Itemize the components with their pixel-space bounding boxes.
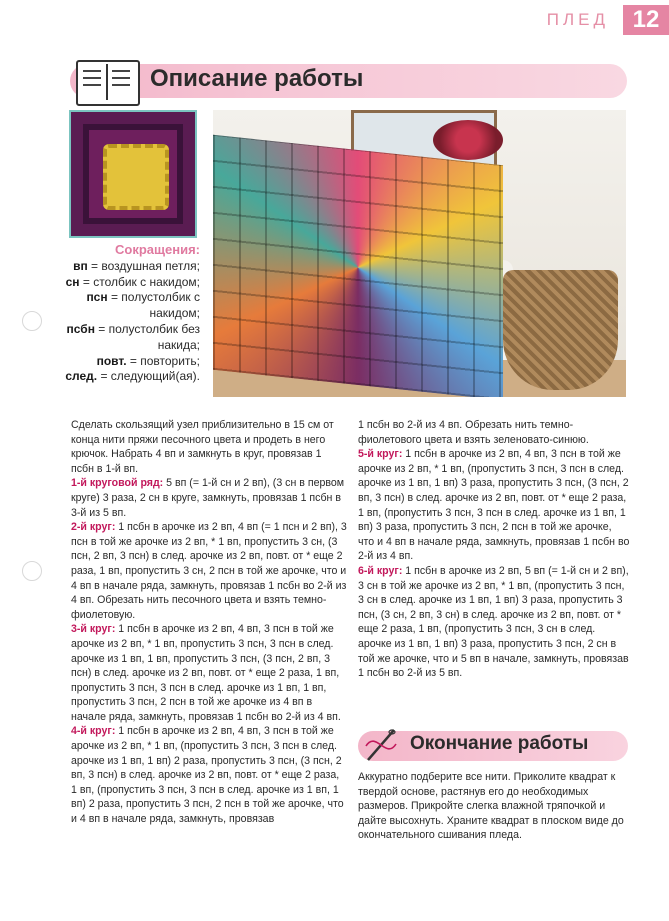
instructions-left-column xyxy=(71,418,347,827)
finish-title: Окончание работы xyxy=(410,733,589,754)
needle-icon xyxy=(362,726,398,764)
granny-square-image xyxy=(69,110,197,238)
section-title: ПЛЕД xyxy=(546,10,609,29)
abbr-item: псбн = полустолбик без накида; xyxy=(66,321,200,352)
abbr-item: след. = следующий(ая). xyxy=(65,369,200,384)
round-4: 4-й круг: 1 псбн в арочке из 2 вп, 4 вп, 3 псн в той же арочке из 2 вп, * 1 вп, (пропустить 3 псн, 3 псн в след. арочке из 1 вп, 1 вп) 2 раза, пропустить 3 псн, (3 псн, 2 вп, 3 псн) в след. арочке из 2 вп, повт. от * еще 2 раза, 1 вп, (пропустить 3 псн, 3 псн в след. арочке из 1 вп, 1 вп) 2 раза, пропустить 3 псн, 2 псн в той же арочке, что и 4 вп в начале ряда, замкнуть, провязав xyxy=(71,725,344,826)
abbr-item: повт. = повторить; xyxy=(96,353,200,368)
intro-text: Сделать скользящий узел приблизительно в 15 см от конца нити пряжи песочного цвета и продеть в него крючок. Набрать 4 вп и замкнуть в круг, провязав 1 псбн в 1-й вп. xyxy=(71,419,334,475)
abbr-item: вп = воздушная петля; xyxy=(73,258,200,273)
instructions-right-column xyxy=(358,418,630,681)
round-6: 6-й круг: 1 псбн в арочке из 2 вп, 5 вп (= 1-й сн и 2 вп), 3 сн в той же арочке из 2 вп, * 1 вп, (пропустить 3 псн, 3 сн в след. арочке из 1 вп, 1 вп) 3 раза, пропустить 3 псн, (3 сн, 2 вп, 3 сн) в след. арочке из 2 вп, повт. от * еще 2 раза, 1 вп, (пропустить 3 псн, 3 сн в след. арочке из 1 вп, 1 вп) 3 раза, пропустить 3 псн, 2 сн в той же арочке, что и 5 вп в начале, замкнуть, провязав 1 псбн во 2-й из 5 вп. xyxy=(358,564,629,680)
round-4-continued: 1 псбн во 2-й из 4 вп. Обрезать нить темно-фиолетового цвета и взять зеленовато-синюю. xyxy=(358,419,589,446)
page-title: Описание работы xyxy=(150,65,364,92)
binder-hole xyxy=(22,561,42,581)
page-number: 12 xyxy=(623,5,669,35)
abbreviations-box xyxy=(64,242,200,385)
round-5: 5-й круг: 1 псбн в арочке из 2 вп, 4 вп, 3 псн в той же арочке из 2 вп, * 1 вп, (пропустить 3 псн, 3 псн в след. арочке из 1 вп, 1 вп) 3 раза, пропустить 3 псн, (3 псн, 2 вп, 3 псн) в след. арочке из 2 вп, повт. от * еще 2 раза, 1 вп, (пропустить 3 псн, 3 псн в след. арочке из 1 вп, 1 вп) 3 раза, пропустить 3 псн, 2 псн в той же арочке, что и 4 вп в начале ряда, замкнуть, провязав 1 псбн во 2-й из 4 вп. xyxy=(358,448,630,563)
book-icon xyxy=(76,60,140,106)
round-1: 1-й круговой ряд: 5 вп (= 1-й сн и 2 вп), (3 сн в первом круге) 3 раза, 2 сн в круге, замкнуть, провязав 1 псбн в 3-й из 5 вп. xyxy=(71,477,345,519)
abbreviations-heading: Сокращения: xyxy=(115,242,200,257)
finish-text: Аккуратно подберите все нити. Приколите квадрат к твердой основе, растянув его до необходимых размеров. Прикройте слегка влажной тряпочкой и дайте высохнуть. Храните квадрат в плоском виде до окончательного сшивания пледа. xyxy=(358,771,624,842)
blanket-photo xyxy=(213,110,626,397)
abbr-item: псн = полустолбик с накидом; xyxy=(86,290,200,321)
round-2: 2-й круг: 1 псбн в арочке из 2 вп, 4 вп (= 1 псн и 2 вп), 3 псн в той же арочке из 2 вп, * 1 вп, пропустить 3 сн, (3 псн, 2 вп, 3 псн) в след. арочке из 2 вп, повт. от * еще 2 раза, 1 вп, пропустить 3 сн, 2 псн в той же арочке, что и 4 вп в начале ряда, замкнуть, провязав 1 псбн во 2-й из 4 вп. Обрезать нить песочного цвета и взять темно-фиолетовую. xyxy=(71,521,347,621)
page-header xyxy=(547,6,669,34)
round-3: 3-й круг: 1 псбн в арочке из 2 вп, 4 вп, 3 псн в той же арочке из 2 вп, * 1 вп, пропустить 3 псн, 3 псн в след. арочке из 1 вп, 1 вп, пропустить 3 псн, (3 псн, 2 вп, 3 псн) в след. арочке из 2 вп, повт. от * еще 2 раза, 1 вп, пропустить 3 псн, 3 псн в след. арочке из 1 вп, 1 вп, пропустить 3 псн, 2 псн в той же арочке из 4 вп в начале ряда, замкнуть, провязав 1 псбн во 2-й из 4 вп. xyxy=(71,623,341,723)
binder-hole xyxy=(22,311,42,331)
abbr-item: сн = столбик с накидом; xyxy=(65,274,200,289)
